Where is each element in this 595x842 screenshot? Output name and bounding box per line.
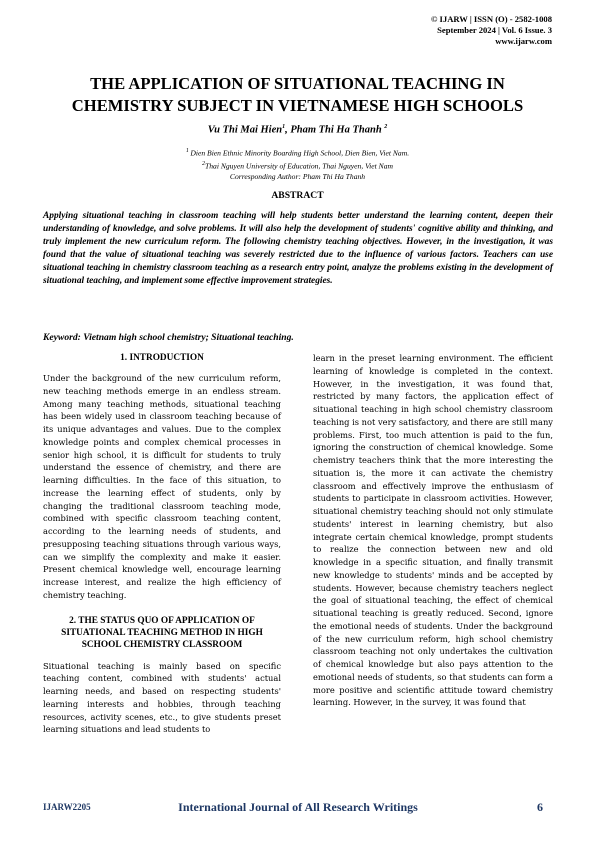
journal-header	[431, 14, 552, 47]
corresponding-author: Corresponding Author: Pham Thi Ha Thanh	[229, 172, 366, 182]
section-2-body: Situational teaching is mainly based on specific teaching content, combined with students' actual learning needs, and based on respecting students' learning interests and hobbies, through teaching resources, activity scenes, etc., to give students preset learning situations and lead students to	[43, 660, 281, 735]
section-2-heading-line-2: SITUATIONAL TEACHING METHOD IN HIGH	[61, 627, 263, 638]
author-1: Vu Thi Mai Hien	[207, 124, 283, 136]
author-list	[40, 124, 555, 136]
title-line-1: THE APPLICATION OF SITUATIONAL TEACHING IN	[90, 74, 505, 93]
section-2-body-continued: learn in the preset learning environment. The efficient learning of knowledge is completed in the context. However, in the investigation, it was found that, restricted by many factors, the application effect of situational teaching in high school chemistry classroom teaching is not very satisfactory, and there are still many problems. First, too much attention is paid to the fun, ignoring the construction of chemical knowledge. Some chemistry teachers think that the more interesting the situation is, the more it can activate the chemistry classroom and effectively improve the enthusiasm of students to participate in classroom activities. However, situational chemistry teaching should not only stimulate students' interest in learning chemistry, but also integrate certain chemical knowledge, prompt students to realize the connection between new and old knowledge in a specific situation, and finally transmit new knowledge to students' minds and be accepted by students. However, because chemistry teachers neglect the goal of situational teaching, the effect of chemical situational teaching is greatly reduced. Second, ignore the emotional needs of students. Under the background of the new curriculum reform, high school chemistry classroom teaching not only undertakes the cultivation of chemical knowledge but also pays attention to the emotional needs of students, so that students can form a more positive and scientific attitude toward chemistry learning. However, in the survey, it was found that	[313, 353, 553, 708]
page-footer	[43, 800, 553, 814]
footer-paper-code: IJARW2205	[43, 802, 91, 812]
affiliation-2-text: Thai Nguyen University of Education, Thai Nguyen, Viet Nam	[205, 161, 393, 171]
affiliations	[40, 146, 555, 182]
section-2-heading	[43, 615, 281, 651]
abstract-heading: ABSTRACT	[271, 190, 324, 201]
affiliation-2	[40, 159, 555, 172]
issue-date: September 2024 | Vol. 6 Issue. 3	[437, 25, 552, 35]
footer-journal-name: International Journal of All Research Writings	[178, 800, 418, 814]
section-2-heading-line-1: 2. THE STATUS QUO OF APPLICATION OF	[69, 615, 255, 626]
copyright-issn: © IJARW | ISSN (O) - 2582-1008	[430, 14, 552, 24]
section-2-heading-line-3: SCHOOL CHEMISTRY CLASSROOM	[81, 639, 243, 650]
title-line-2: CHEMISTRY SUBJECT IN VIETNAMESE HIGH SCHOOLS	[71, 96, 524, 115]
journal-website: www.ijarw.com	[495, 36, 552, 46]
page-number: 6	[537, 800, 543, 814]
affiliation-2-mark: 2	[202, 160, 205, 167]
author-1-affiliation-mark: 1	[282, 124, 286, 130]
right-column	[313, 352, 553, 709]
affiliation-1-mark: 1	[185, 148, 191, 154]
keywords: Keyword: Vietnam high school chemistry; Situational teaching.	[43, 332, 294, 343]
abstract-text: Applying situational teaching in classroom teaching will help students better understand the learning content, deepen their understanding of knowledge, and solve problems. It will also help the development of students' cognitive ability and thinking, and truly implement the new curriculum reform. The following chemistry teaching objectives. However, in the investigation, it was found that the value of situational teaching was severely restricted due to the influence of various factors. Teachers can use situational teaching in chemistry classroom teaching as a research entry point, analyze the problems existing in the development of situational teaching, and implement some effective improvement strategies.	[43, 211, 553, 286]
author-2: Pham Thi Ha Thanh	[290, 124, 385, 136]
paper-title	[40, 73, 555, 117]
affiliation-1	[40, 146, 555, 159]
section-1-heading: 1. INTRODUCTION	[120, 353, 204, 363]
author-separator: ,	[285, 124, 291, 136]
affiliation-1-text: Dien Bien Ethnic Minority Boarding High School, Dien Bien, Viet Nam.	[190, 148, 410, 158]
section-1-body: Under the background of the new curriculum reform, new teaching methods emerge in an endless stream. Among many teaching methods, situational teaching has been widely used in classroom teaching because of its unique advantages and values. Due to the complex knowledge points and complex chemical processes in senior high school, it is difficult for students to truly understand the essence of chemistry, and there are learning difficulties. In the face of this situation, to increase the learning effect of students, only by changing the traditional classroom teaching mode, combined with specific classroom teaching content, according to the learning needs of students, and presupposing teaching situations through various ways, can we simplify the complexity and make it easier. Present chemical knowledge well, encourage learning increase interest, and realize the high efficiency of chemistry teaching.	[43, 373, 281, 600]
author-2-affiliation-mark: 2	[384, 124, 388, 130]
left-column	[43, 352, 281, 736]
